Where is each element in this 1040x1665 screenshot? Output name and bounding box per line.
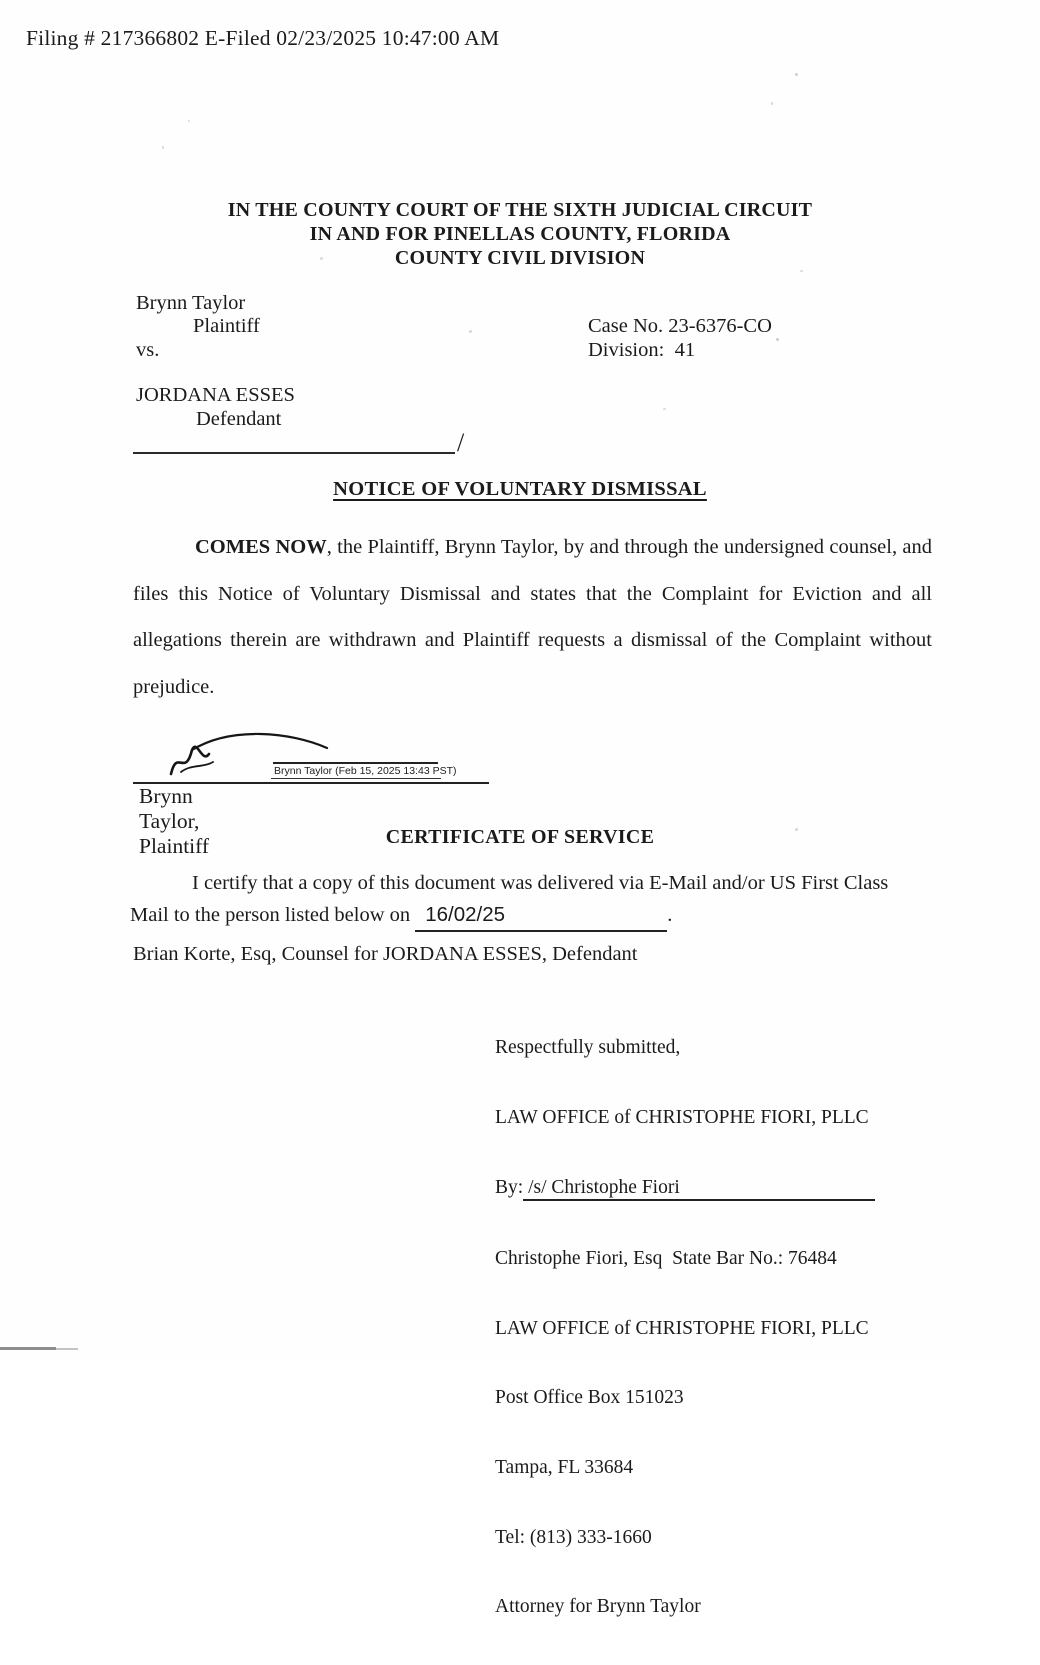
served-party-line: Brian Korte, Esq, Counsel for JORDANA ESSES, Defendant (133, 943, 638, 965)
handwritten-signature-scribble (161, 734, 341, 784)
division-number: Division: 41 (588, 339, 696, 361)
scan-speck (663, 408, 666, 410)
scan-speck (798, 1334, 800, 1336)
comes-now-bold: COMES NOW (195, 536, 327, 558)
scan-speck (776, 338, 779, 341)
attorney-name-bar-line: Christophe Fiori, Esq State Bar No.: 76484 (495, 1248, 837, 1270)
scan-speck (188, 120, 190, 122)
scan-speck (771, 102, 773, 105)
efiling-stamp: Filing # 217366802 E-Filed 02/23/2025 10:47:00 AM (26, 26, 500, 50)
certificate-line-2-text: Mail to the person listed below on (130, 904, 411, 926)
caption-separator-slash: / (457, 428, 465, 457)
attorney-esignature: /s/ Christophe Fiori (523, 1176, 875, 1201)
case-number: Case No. 23-6376-CO (588, 315, 772, 337)
court-header-line2: IN AND FOR PINELLAS COUNTY, FLORIDA (309, 223, 731, 245)
caption-separator-line (133, 428, 455, 454)
defendant-role-label: Defendant (196, 408, 282, 430)
scan-speck (469, 330, 472, 333)
service-date-field: 16/02/25 (415, 899, 667, 932)
certificate-line-1: I certify that a copy of this document was delivered via E-Mail and/or US First Class (192, 872, 889, 894)
law-firm-line-2: LAW OFFICE of CHRISTOPHE FIORI, PLLC (495, 1317, 869, 1339)
signer-name-line: Brynn Taylor, Plaintiff (139, 784, 210, 858)
court-header-line3: COUNTY CIVIL DIVISION (394, 247, 646, 269)
respectfully-submitted-line: Respectfully submitted, (495, 1037, 681, 1059)
scan-speck (795, 73, 798, 76)
scan-speck (162, 146, 164, 149)
caption-separator (133, 428, 465, 457)
court-header-line1: IN THE COUNTY COURT OF THE SIXTH JUDICIAL CIRCUIT (227, 199, 813, 221)
body-line-4: prejudice. (133, 675, 215, 698)
defendant-name: JORDANA ESSES (136, 384, 295, 406)
telephone-line: Tel: (813) 333-1660 (495, 1526, 652, 1548)
body-line-1 (133, 524, 932, 571)
certificate-paragraph (130, 868, 916, 932)
body-paragraph (133, 524, 932, 710)
certificate-line-2-period: . (667, 904, 673, 926)
vs-label: vs. (136, 339, 160, 361)
body-line-2: files this Notice of Voluntary Dismissal and states that the Complaint for Eviction and all (133, 582, 932, 605)
scan-edge-artifact-tail (56, 1348, 78, 1350)
scan-speck (795, 828, 798, 831)
certificate-line-2 (130, 899, 916, 932)
plaintiff-role-label: Plaintiff (193, 315, 260, 337)
by-signature-line (495, 1176, 875, 1201)
court-header (0, 198, 1040, 270)
body-line-3: allegations therein are withdrawn and Plaintiff requests a dismissal of the Complaint without (133, 629, 932, 651)
attorney-for-line: Attorney for Brynn Taylor (495, 1596, 701, 1618)
body-line-1-rest: , the Plaintiff, Brynn Taylor, by and through the undersigned counsel, and (326, 536, 932, 558)
po-box-line: Post Office Box 151023 (495, 1387, 684, 1409)
document-title: NOTICE OF VOLUNTARY DISMISSAL (333, 478, 707, 500)
esign-stamp-text: Brynn Taylor (Feb 15, 2025 13:43 PST) (274, 765, 457, 777)
scan-edge-artifact (0, 1347, 56, 1350)
certificate-of-service-title: CERTIFICATE OF SERVICE (385, 826, 655, 848)
attorney-block (495, 990, 875, 1665)
plaintiff-name: Brynn Taylor (136, 292, 246, 314)
by-label: By: (495, 1176, 524, 1198)
scan-speck (320, 257, 323, 260)
city-state-zip-line: Tampa, FL 33684 (495, 1457, 634, 1479)
scan-speck (800, 270, 803, 272)
law-firm-line-1: LAW OFFICE of CHRISTOPHE FIORI, PLLC (495, 1107, 869, 1129)
